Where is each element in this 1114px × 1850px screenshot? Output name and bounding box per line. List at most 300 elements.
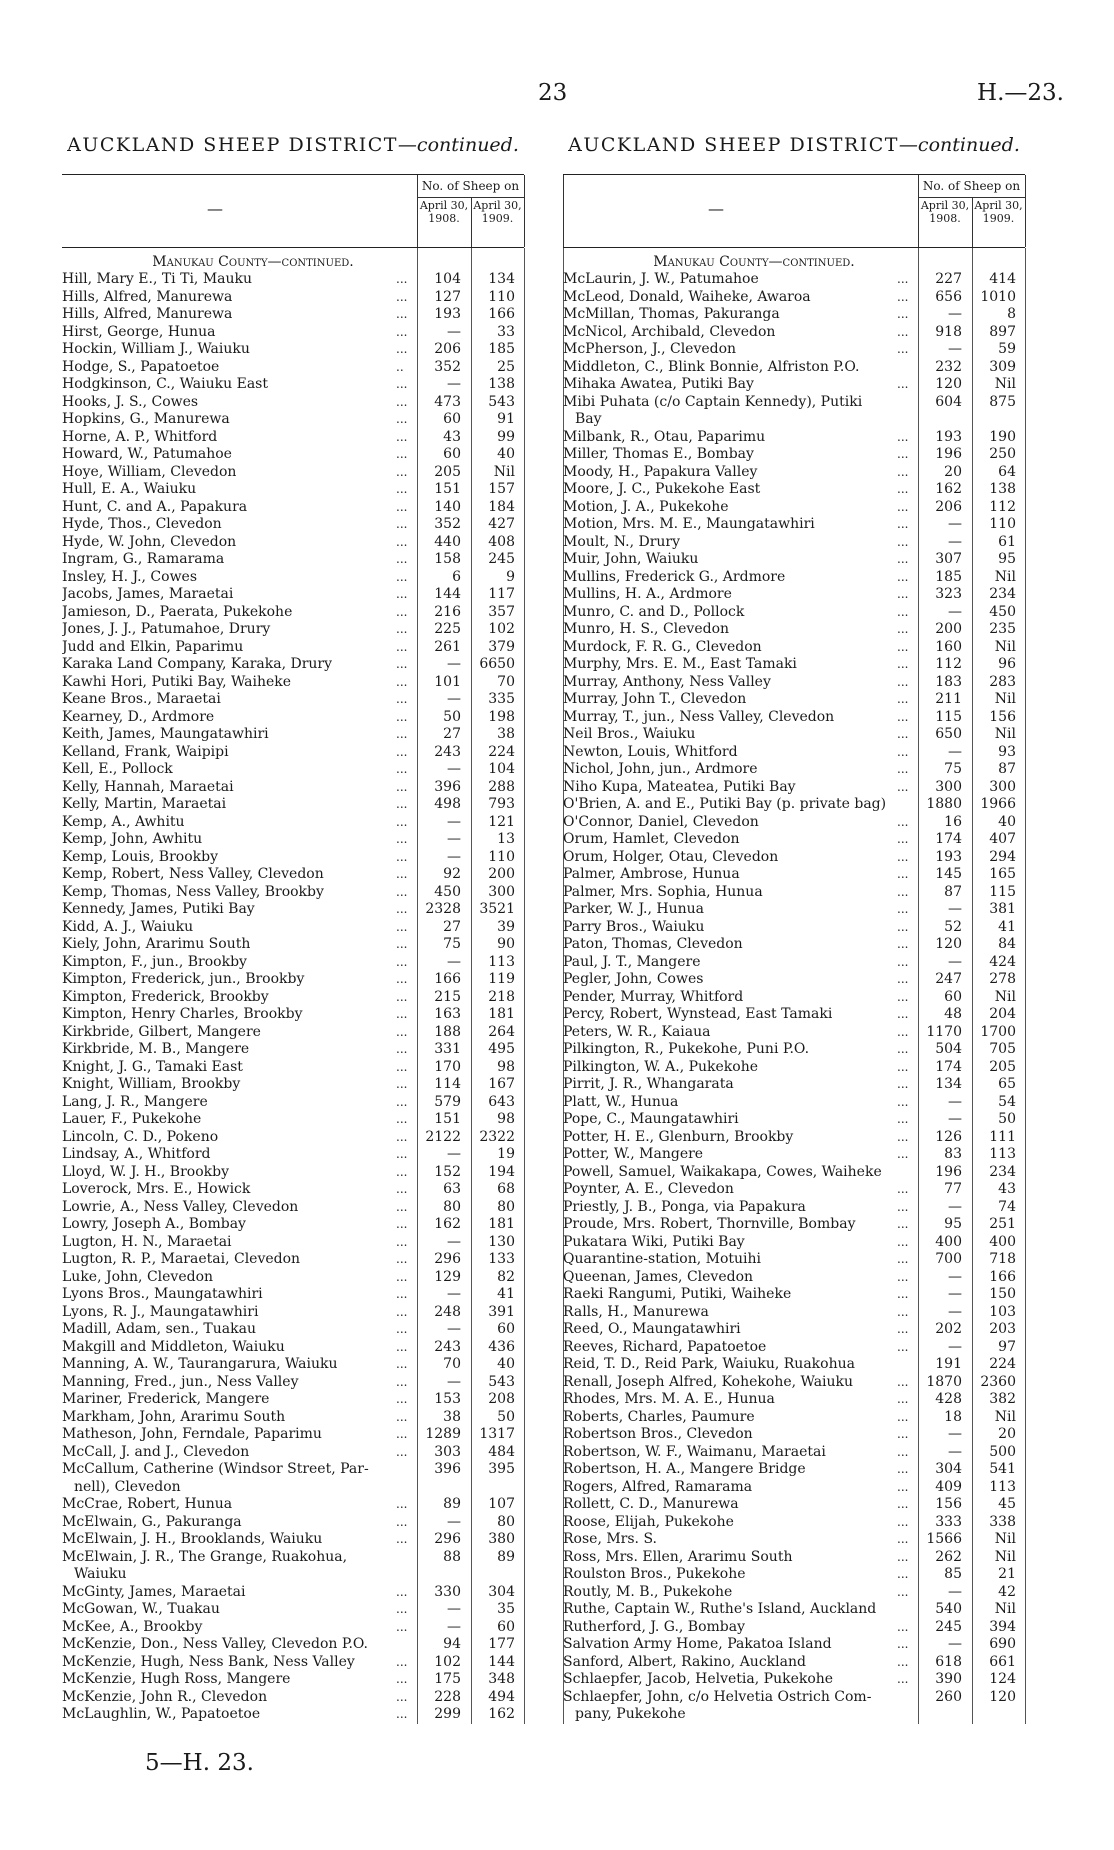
sheep-1908: — <box>447 761 461 777</box>
entry-name: Luke, John, Clevedon <box>62 1268 214 1285</box>
leader-dots: ... <box>396 534 408 549</box>
table-row <box>563 1636 1025 1654</box>
sheep-1909: 45 <box>998 1496 1016 1512</box>
leader-dots: ... <box>897 902 909 916</box>
leader-dots: ... <box>396 1199 408 1214</box>
table-row <box>563 656 1025 674</box>
sheep-1909: 1700 <box>980 1023 1016 1040</box>
sheep-1909: 115 <box>989 883 1016 900</box>
leader-dots: ... <box>897 657 909 671</box>
table-row <box>563 359 1025 377</box>
entry-name: Kirkbride, M. B., Mangere <box>62 1041 250 1057</box>
sheep-1908: 174 <box>935 1058 962 1075</box>
entry-name: Jacobs, James, Maraetai <box>62 586 234 602</box>
table-row <box>563 1391 1025 1409</box>
leader-dots: ... <box>396 657 408 671</box>
sheep-1909: 134 <box>488 271 515 287</box>
entry-name: Ruthe, Captain W., Ruthe's Island, Auckland <box>563 1601 877 1617</box>
sheep-1908: 60 <box>443 411 461 427</box>
table-row <box>563 1689 1025 1707</box>
entry-name: Muir, John, Waiuku <box>563 551 699 567</box>
leader-dots: ... <box>396 1217 408 1231</box>
date-1908-header: April 30, 1908. <box>920 199 970 225</box>
leader-dots: .. <box>396 359 404 374</box>
leader-dots: ... <box>396 1269 408 1284</box>
table-row <box>62 1514 524 1532</box>
sheep-1909: 218 <box>488 988 515 1005</box>
table-row <box>62 481 524 499</box>
table-row <box>563 639 1025 657</box>
entry-name: Schlaepfer, John, c/o Helvetia Ostrich Com- <box>563 1688 872 1705</box>
entry-name: Lyons, R. J., Maungatawhiri <box>62 1303 259 1320</box>
sheep-1909: 338 <box>989 1513 1016 1530</box>
entry-name: Mibi Puhata (c/o Captain Kennedy), Putiki <box>563 393 863 410</box>
sheep-1909: 8 <box>1007 306 1016 322</box>
leader-dots: ... <box>396 867 408 881</box>
entry-name: Madill, Adam, sen., Tuakau <box>62 1321 256 1337</box>
sheep-1909: 91 <box>497 411 515 427</box>
entry-name: Hodge, S., Papatoetoe <box>62 358 220 375</box>
sheep-1908: 77 <box>944 1181 962 1197</box>
sheep-1909: 643 <box>488 1093 515 1110</box>
sheep-1908: — <box>948 953 962 970</box>
table-row <box>62 1129 524 1147</box>
leader-dots: ... <box>396 744 408 759</box>
leader-dots: ... <box>396 1602 408 1616</box>
entry-name: Mullins, Frederick G., Ardmore <box>563 568 786 585</box>
sheep-1909: Nil <box>994 376 1016 392</box>
sheep-1909: 117 <box>488 586 515 602</box>
entry-name: Percy, Robert, Wynstead, East Tamaki <box>563 1006 833 1022</box>
sheep-1908: 245 <box>935 1618 962 1635</box>
table-row <box>563 1514 1025 1532</box>
sheep-1909: 104 <box>488 761 515 777</box>
sheep-1908: 227 <box>935 271 962 287</box>
sheep-1909: 93 <box>998 743 1016 760</box>
table-row <box>62 1391 524 1409</box>
sheep-1908: 85 <box>944 1566 962 1582</box>
table-row <box>563 499 1025 517</box>
sheep-1909: 408 <box>488 533 515 550</box>
leader-dots: ... <box>897 517 909 531</box>
sheep-1909: 98 <box>497 1058 515 1075</box>
entry-name: Hull, E. A., Waiuku <box>62 481 197 497</box>
sheep-1908: 228 <box>434 1688 461 1705</box>
sheep-1908: 188 <box>434 1023 461 1040</box>
sheep-1909: 203 <box>989 1321 1016 1337</box>
entry-name: Kirkbride, Gilbert, Mangere <box>62 1023 261 1040</box>
table-row <box>563 1566 1025 1584</box>
entry-name: McKenzie, Don., Ness Valley, Clevedon P.O. <box>62 1636 369 1652</box>
sheep-1908: — <box>948 901 962 917</box>
entry-name: Hyde, Thos., Clevedon <box>62 516 222 532</box>
sheep-1908: 38 <box>443 1408 461 1425</box>
sheep-1909: 250 <box>989 446 1016 462</box>
sheep-1908: 175 <box>434 1671 461 1687</box>
table-row <box>62 1426 524 1444</box>
sheep-1909: 90 <box>497 936 515 952</box>
leader-dots: ... <box>396 464 408 479</box>
entry-name: Matheson, John, Ferndale, Paparimu <box>62 1426 322 1442</box>
entry-name: Paul, J. T., Mangere <box>563 953 701 970</box>
sheep-1909: 235 <box>989 621 1016 637</box>
sheep-1909: 40 <box>998 813 1016 830</box>
table-row <box>563 1304 1025 1322</box>
entry-name: McKee, A., Brookby <box>62 1618 203 1635</box>
table-row <box>62 1216 524 1234</box>
table-row <box>563 1234 1025 1252</box>
leader-dots: ... <box>396 1042 408 1056</box>
sheep-1909: 395 <box>488 1461 515 1477</box>
sheep-1908: — <box>447 1513 461 1530</box>
sheep-1908: 145 <box>935 866 962 882</box>
sheep-1908: — <box>948 603 962 620</box>
leader-dots: ... <box>897 1129 909 1144</box>
sheep-1908: — <box>948 1338 962 1355</box>
sheep-1909: 500 <box>989 1443 1016 1460</box>
leader-dots: ... <box>897 307 909 321</box>
leader-dots: ... <box>396 622 408 636</box>
sheep-1908: 120 <box>935 376 962 392</box>
table-row <box>62 831 524 849</box>
sheep-1908: 225 <box>434 621 461 637</box>
table-row <box>563 1164 1025 1182</box>
table-row <box>62 1094 524 1112</box>
entry-name: O'Connor, Daniel, Clevedon <box>563 813 759 830</box>
leader-dots: ... <box>897 604 909 619</box>
sheep-1908: 191 <box>935 1356 962 1372</box>
entry-name: Kimpton, Henry Charles, Brookby <box>62 1006 303 1022</box>
entry-name: Neil Bros., Waiuku <box>563 726 696 742</box>
entry-name: Murray, John T., Clevedon <box>563 691 747 707</box>
sheep-1908: — <box>447 953 461 970</box>
table-row <box>62 1164 524 1182</box>
entry-name: Judd and Elkin, Paparimu <box>62 638 244 655</box>
table-row <box>563 1146 1025 1164</box>
sheep-1909: 41 <box>998 918 1016 935</box>
table-row <box>62 1024 524 1042</box>
sheep-1908: 390 <box>935 1671 962 1687</box>
entry-name: Robertson, H. A., Mangere Bridge <box>563 1461 806 1477</box>
sheep-1909: 87 <box>998 761 1016 777</box>
entry-name: Palmer, Ambrose, Hunua <box>563 866 740 882</box>
sheep-1909: 380 <box>488 1531 515 1547</box>
entry-name: Rutherford, J. G., Bombay <box>563 1618 746 1635</box>
sheep-1909: 181 <box>488 1006 515 1022</box>
leader-dots: ... <box>897 709 909 724</box>
entry-name: Kawhi Hori, Putiki Bay, Waiheke <box>62 673 292 690</box>
sheep-1908: 918 <box>935 323 962 340</box>
sheep-count-header: No. of Sheep on <box>918 175 1025 198</box>
sheep-1908: 162 <box>434 1216 461 1232</box>
table-row <box>563 394 1025 412</box>
sheep-1909: 40 <box>497 1356 515 1372</box>
leader-dots: ... <box>897 1409 909 1424</box>
entry-name: Rose, Mrs. S. <box>563 1531 657 1547</box>
sheep-1909: 436 <box>488 1338 515 1355</box>
entry-name: Miller, Thomas E., Bombay <box>563 446 754 462</box>
date-1909-header: April 30, 1909. <box>473 199 522 225</box>
table-row <box>563 744 1025 762</box>
leader-dots: ... <box>897 814 909 829</box>
sheep-1908: 618 <box>935 1653 962 1670</box>
table-row <box>62 656 524 674</box>
entry-name: McNicol, Archibald, Clevedon <box>563 323 776 340</box>
table-row <box>62 411 524 429</box>
table-row <box>563 551 1025 569</box>
leader-dots: ... <box>897 1497 909 1511</box>
table-row <box>62 814 524 832</box>
table-row <box>563 271 1025 289</box>
table-row <box>563 324 1025 342</box>
table-row <box>563 1269 1025 1287</box>
entry-name: Hodgkinson, C., Waiuku East <box>62 376 268 392</box>
entry-name: Manning, Fred., jun., Ness Valley <box>62 1373 299 1390</box>
sheep-1908: — <box>948 516 962 532</box>
entry-name: Priestly, J. B., Ponga, via Papakura <box>563 1198 806 1215</box>
sheep-1908: 331 <box>434 1041 461 1057</box>
entry-name: Potter, W., Mangere <box>563 1146 704 1162</box>
table-header <box>563 174 1025 248</box>
sheep-1909: 391 <box>488 1303 515 1320</box>
leader-dots: ... <box>897 849 909 864</box>
sheep-1908: 88 <box>443 1548 461 1565</box>
sheep-1909: 2322 <box>479 1128 515 1145</box>
table-row <box>563 779 1025 797</box>
sheep-1908: — <box>948 1111 962 1127</box>
table-row <box>563 796 1025 814</box>
sheep-1908: 604 <box>935 393 962 410</box>
sheep-1909: 1010 <box>980 288 1016 305</box>
sheep-1909: 541 <box>989 1461 1016 1477</box>
sheep-1909: 224 <box>989 1356 1016 1372</box>
table-row <box>62 1304 524 1322</box>
table-row <box>563 971 1025 989</box>
table-row <box>62 1531 524 1549</box>
table-row <box>563 831 1025 849</box>
entry-name: Mihaka Awatea, Putiki Bay <box>563 376 754 392</box>
table-row <box>62 674 524 692</box>
sheep-1909: 793 <box>488 796 515 812</box>
table-row <box>563 1216 1025 1234</box>
table-row <box>62 341 524 359</box>
table-row <box>62 1199 524 1217</box>
leader-dots: ... <box>897 919 909 934</box>
sheep-1909: 205 <box>989 1058 1016 1075</box>
leader-dots: ... <box>396 307 408 321</box>
entry-name: Kemp, Thomas, Ness Valley, Brookby <box>62 883 324 900</box>
entry-name: Kimpton, Frederick, jun., Brookby <box>62 971 305 987</box>
leader-dots: ... <box>396 272 408 286</box>
leader-dots: ... <box>396 552 408 566</box>
sheep-1909: Nil <box>994 638 1016 655</box>
entry-name: Newton, Louis, Whitford <box>563 743 738 760</box>
sheep-1908: — <box>447 1373 461 1390</box>
sheep-1909: 300 <box>989 778 1016 795</box>
leader-dots: ... <box>897 1584 909 1599</box>
table-row <box>563 586 1025 604</box>
sheep-1908: 151 <box>434 481 461 497</box>
entry-name: Reeves, Richard, Papatoetoe <box>563 1338 767 1355</box>
table-row <box>563 1619 1025 1637</box>
table-row <box>563 1374 1025 1392</box>
sheep-1909: 60 <box>497 1321 515 1337</box>
sheep-1908: 300 <box>935 778 962 795</box>
sheep-1908: — <box>948 1093 962 1110</box>
leader-dots: ... <box>396 412 408 426</box>
sheep-1909: 65 <box>998 1076 1016 1092</box>
table-row <box>563 1199 1025 1217</box>
leader-dots: ... <box>897 1199 909 1214</box>
sheep-1909: 283 <box>989 673 1016 690</box>
sheep-1908: 303 <box>434 1443 461 1460</box>
sheep-1909: 98 <box>497 1111 515 1127</box>
table-rows <box>62 271 524 1724</box>
sheep-1909: 54 <box>998 1093 1016 1110</box>
sheep-1909: 39 <box>497 918 515 935</box>
leader-dots: ... <box>396 814 408 829</box>
leader-dots: ... <box>897 989 909 1004</box>
leader-dots: ... <box>396 849 408 864</box>
leader-dots: ... <box>897 1514 909 1529</box>
sheep-1909: 304 <box>488 1583 515 1600</box>
table-row <box>563 1549 1025 1567</box>
entry-name: Kemp, Robert, Ness Valley, Clevedon <box>62 866 324 882</box>
entry-name: Munro, C. and D., Pollock <box>563 603 745 620</box>
table-row <box>563 1461 1025 1479</box>
sheep-1908: 174 <box>935 831 962 847</box>
leader-dots: ... <box>396 604 408 619</box>
entry-name: Lauer, F., Pukekohe <box>62 1111 202 1127</box>
column-title-continued: —continued. <box>397 134 519 156</box>
entry-name: Rogers, Alfred, Ramarama <box>563 1478 753 1495</box>
sheep-1908: 656 <box>935 288 962 305</box>
sheep-1909: 661 <box>989 1653 1016 1670</box>
sheep-1908: 95 <box>944 1216 962 1232</box>
sheep-1908: 247 <box>935 971 962 987</box>
sheep-1909: 245 <box>488 551 515 567</box>
leader-dots: ... <box>396 1094 408 1109</box>
leader-dots: ... <box>897 884 909 899</box>
leader-dots: ... <box>897 1532 909 1546</box>
entry-name: Milbank, R., Otau, Paparimu <box>563 428 766 445</box>
sheep-1909: 80 <box>497 1198 515 1215</box>
leader-dots: ... <box>396 1357 408 1371</box>
sheep-1909: 424 <box>989 953 1016 970</box>
sheep-1908: 232 <box>935 358 962 375</box>
name-column-header: — <box>708 199 724 218</box>
sheep-1908: — <box>447 691 461 707</box>
sheep-1908: 1289 <box>425 1426 461 1442</box>
entry-name: Kearney, D., Ardmore <box>62 708 215 725</box>
entry-name: Moody, H., Papakura Valley <box>563 463 758 480</box>
leader-dots: ... <box>396 517 408 531</box>
table-row <box>563 569 1025 587</box>
leader-dots: ... <box>897 937 909 951</box>
sheep-1909: 35 <box>497 1601 515 1617</box>
leader-dots: ... <box>396 1007 408 1021</box>
entry-name: Hopkins, G., Manurewa <box>62 411 230 427</box>
sheep-1908: 16 <box>944 813 962 830</box>
sheep-1908: 52 <box>944 918 962 935</box>
sheep-1908: — <box>948 1583 962 1600</box>
leader-dots: ... <box>897 1252 909 1266</box>
sheep-1908: 409 <box>935 1478 962 1495</box>
sheep-1909: Nil <box>493 463 515 480</box>
leader-dots: ... <box>897 1287 909 1301</box>
entry-name: Reid, T. D., Reid Park, Waiuku, Ruakohua <box>563 1356 855 1372</box>
sheep-1908: 87 <box>944 883 962 900</box>
table-row <box>563 1444 1025 1462</box>
entry-name: Kemp, Louis, Brookby <box>62 848 219 865</box>
table-row <box>62 1409 524 1427</box>
table-row <box>563 954 1025 972</box>
entry-name: Rhodes, Mrs. M. A. E., Hunua <box>563 1391 775 1407</box>
sheep-1908: 333 <box>935 1513 962 1530</box>
sheep-1908: 163 <box>434 1006 461 1022</box>
sheep-1909: 144 <box>488 1653 515 1670</box>
table-row <box>62 1496 524 1514</box>
sheep-1908: 296 <box>434 1531 461 1547</box>
leader-dots: ... <box>396 779 408 794</box>
entry-name: Manning, A. W., Taurangarura, Waiuku <box>62 1356 338 1372</box>
entry-name: Lowrie, A., Ness Valley, Clevedon <box>62 1198 299 1215</box>
entry-name: Lincoln, C. D., Pokeno <box>62 1128 219 1145</box>
entry-name: McElwain, J. R., The Grange, Ruakohua, <box>62 1548 348 1565</box>
sheep-1909: 294 <box>989 848 1016 865</box>
entry-name: McLeod, Donald, Waiheke, Awaroa <box>563 288 811 305</box>
entry-name: McKenzie, Hugh, Ness Bank, Ness Valley <box>62 1653 355 1670</box>
column-title <box>563 132 1025 158</box>
sheep-1908: 1566 <box>926 1531 962 1547</box>
sheep-1909: 484 <box>488 1443 515 1460</box>
sheep-1909: 82 <box>497 1268 515 1285</box>
sheep-1908: 92 <box>443 866 461 882</box>
sheep-1909: 181 <box>488 1216 515 1232</box>
table-row <box>563 1181 1025 1199</box>
sheep-1909: 25 <box>497 358 515 375</box>
entry-name: Reed, O., Maungatawhiri <box>563 1321 741 1337</box>
table-row <box>563 446 1025 464</box>
leader-dots: ... <box>897 954 909 969</box>
leader-dots: ... <box>897 1374 909 1389</box>
sheep-1909: 288 <box>488 778 515 795</box>
sheep-1908: 6 <box>452 568 461 585</box>
table-row <box>563 1286 1025 1304</box>
table-row <box>563 341 1025 359</box>
entry-name: Lugton, R. P., Maraetai, Clevedon <box>62 1251 301 1267</box>
entry-name: Moore, J. C., Pukekohe East <box>563 481 761 497</box>
table-row <box>563 1059 1025 1077</box>
leader-dots: ... <box>897 1077 909 1091</box>
sheep-1909: 89 <box>497 1548 515 1565</box>
sheep-1908: 304 <box>935 1461 962 1477</box>
leader-dots: ... <box>396 429 408 444</box>
table-row <box>62 604 524 622</box>
table-row <box>563 1024 1025 1042</box>
table-body <box>62 248 524 1724</box>
entry-name: Jamieson, D., Paerata, Pukekohe <box>62 603 293 620</box>
county-subheading: Manukau County—continued. <box>152 254 354 270</box>
sheep-1908: 156 <box>935 1496 962 1512</box>
table-row <box>563 1654 1025 1672</box>
sheep-1908: 158 <box>434 551 461 567</box>
entry-name: Roberts, Charles, Paumure <box>563 1408 755 1425</box>
table-row <box>563 1041 1025 1059</box>
sheep-1908: 330 <box>434 1583 461 1600</box>
entry-name: Kimpton, F., jun., Brookby <box>62 953 247 970</box>
sheep-1908: — <box>447 848 461 865</box>
